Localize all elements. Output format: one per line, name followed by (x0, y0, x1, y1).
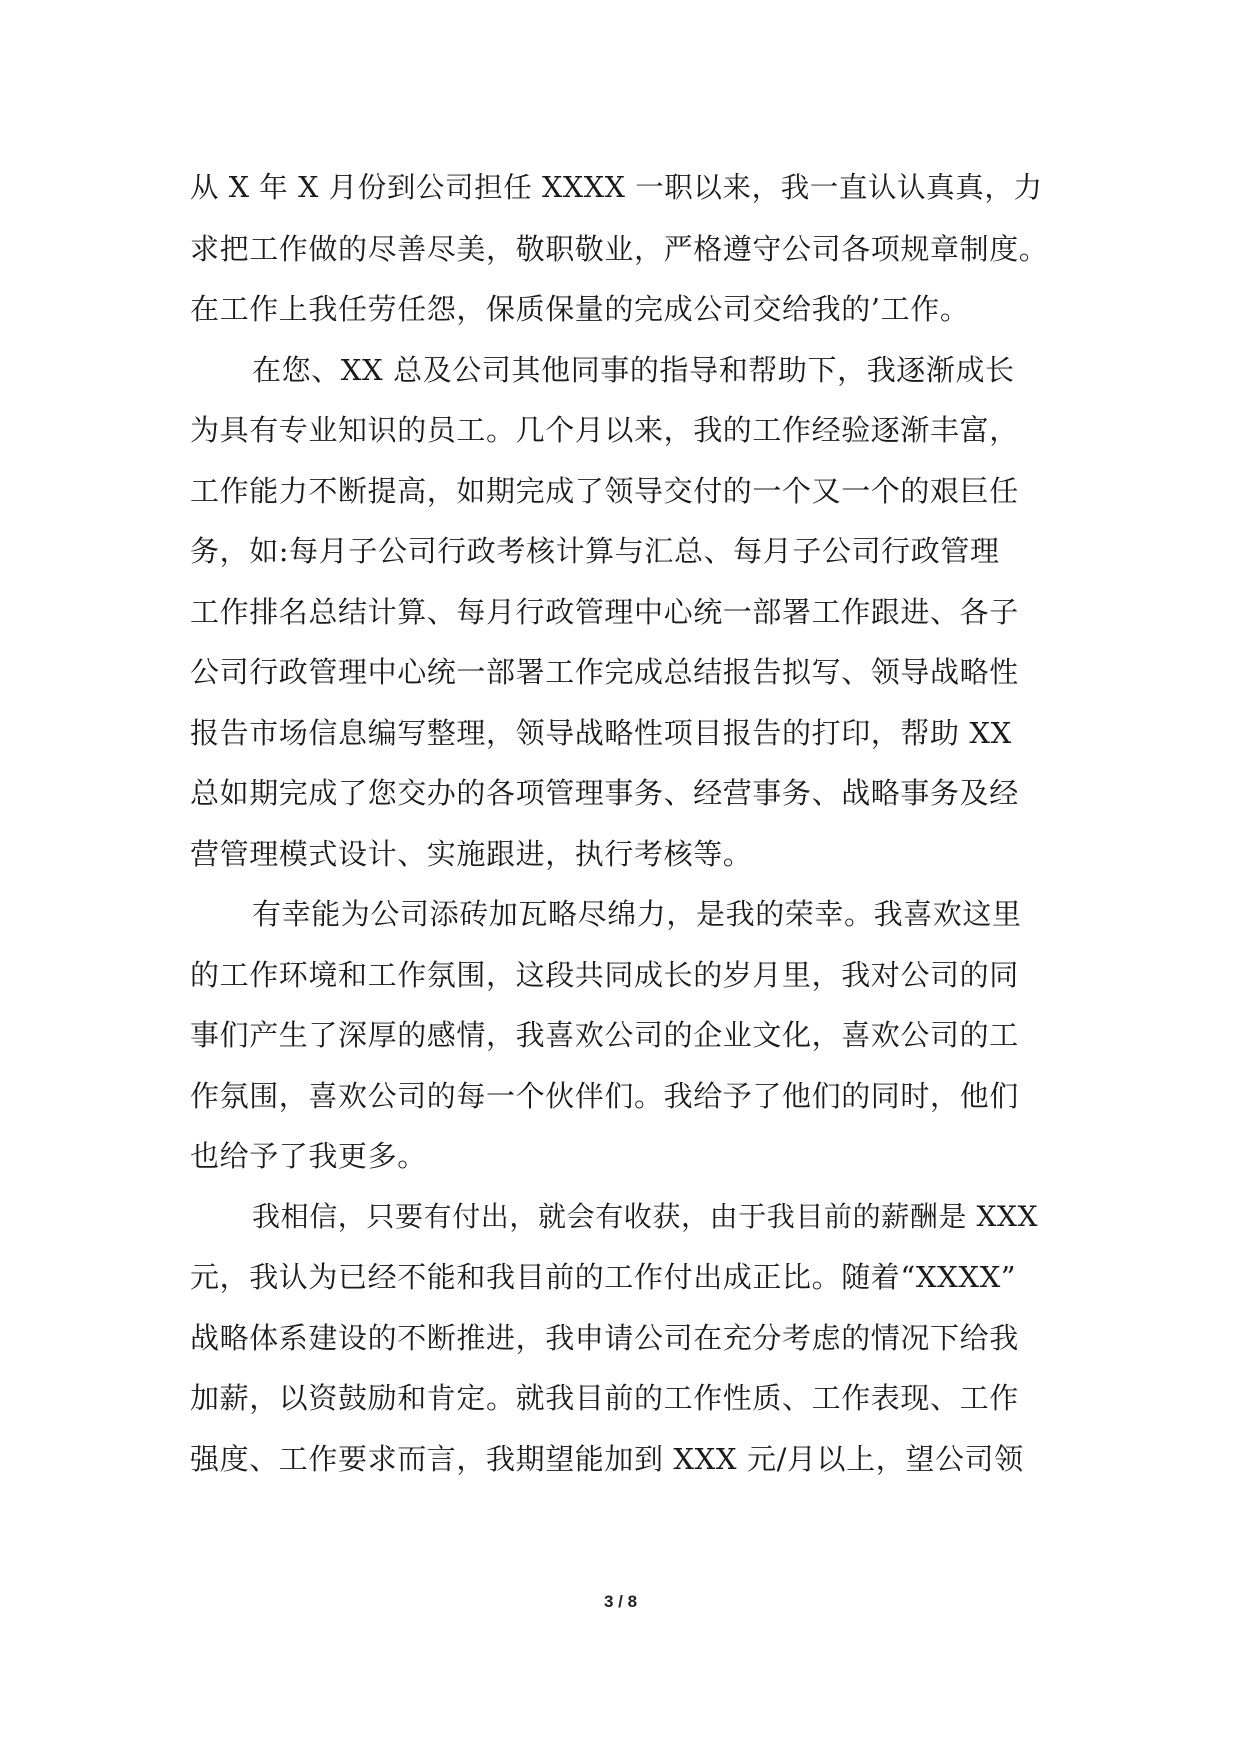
text-line: 在您、XX 总及公司其他同事的指导和帮助下，我逐渐成长 (252, 352, 1015, 387)
text-line: 的工作环境和工作氛围，这段共同成长的岁月里，我对公司的同 (190, 957, 1019, 992)
text-line: 有幸能为公司添砖加瓦略尽绵力，是我的荣幸。我喜欢这里 (252, 897, 1022, 931)
text-line: 我相信，只要有付出，就会有收获，由于我目前的薪酬是 XXX (252, 1199, 1039, 1233)
text-line: 在工作上我任劳任怨，保质保量的完成公司交给我的’工作。 (190, 292, 970, 326)
text-line: 从 X 年 X 月份到公司担任 XXXX 一职以来，我一直认认真真，力 (190, 171, 1043, 204)
text-line: 报告市场信息编写整理，领导战略性项目报告的打印，帮助 XX (190, 715, 1012, 750)
page-number: 3 / 8 (603, 1592, 638, 1611)
text-line: 也给予了我更多。 (190, 1139, 427, 1173)
text-line: 事们产生了深厚的感情，我喜欢公司的企业文化，喜欢公司的工 (190, 1018, 1019, 1052)
text-line: 工作排名总结计算、每月行政管理中心统一部署工作跟进、各子 (190, 594, 1019, 629)
text-line: 工作能力不断提高，如期完成了领导交付的一个又一个的艰巨任 (190, 473, 1019, 508)
text-line: 公司行政管理中心统一部署工作完成总结报告拟写、领导战略性 (190, 655, 1019, 689)
text-line: 务，如:每月子公司行政考核计算与汇总、每月子公司行政管理 (190, 534, 1000, 568)
text-line: 求把工作做的尽善尽美，敬职敬业，严格遵守公司各项规章制度。 (190, 231, 1049, 266)
text-line: 作氛围，喜欢公司的每一个伙伴们。我给予了他们的同时，他们 (190, 1078, 1019, 1113)
text-line: 为具有专业知识的员工。几个月以来，我的工作经验逐渐丰富， (190, 413, 1019, 447)
text-line: 战略体系建设的不断推进，我申请公司在充分考虑的情况下给我 (190, 1320, 1019, 1355)
text-line: 元，我认为已经不能和我目前的工作付出成正比。随着“XXXX” (190, 1260, 1017, 1294)
text-line: 总如期完成了您交办的各项管理事务、经营事务、战略事务及经 (190, 776, 1019, 810)
text-line: 加薪，以资鼓励和肯定。就我目前的工作性质、工作表现、工作 (190, 1381, 1019, 1415)
text-line: 强度、工作要求而言，我期望能加到 XXX 元/月以上，望公司领 (190, 1441, 1024, 1476)
text-line: 营管理模式设计、实施跟进，执行考核等。 (190, 836, 753, 871)
document-body (190, 158, 1050, 1489)
